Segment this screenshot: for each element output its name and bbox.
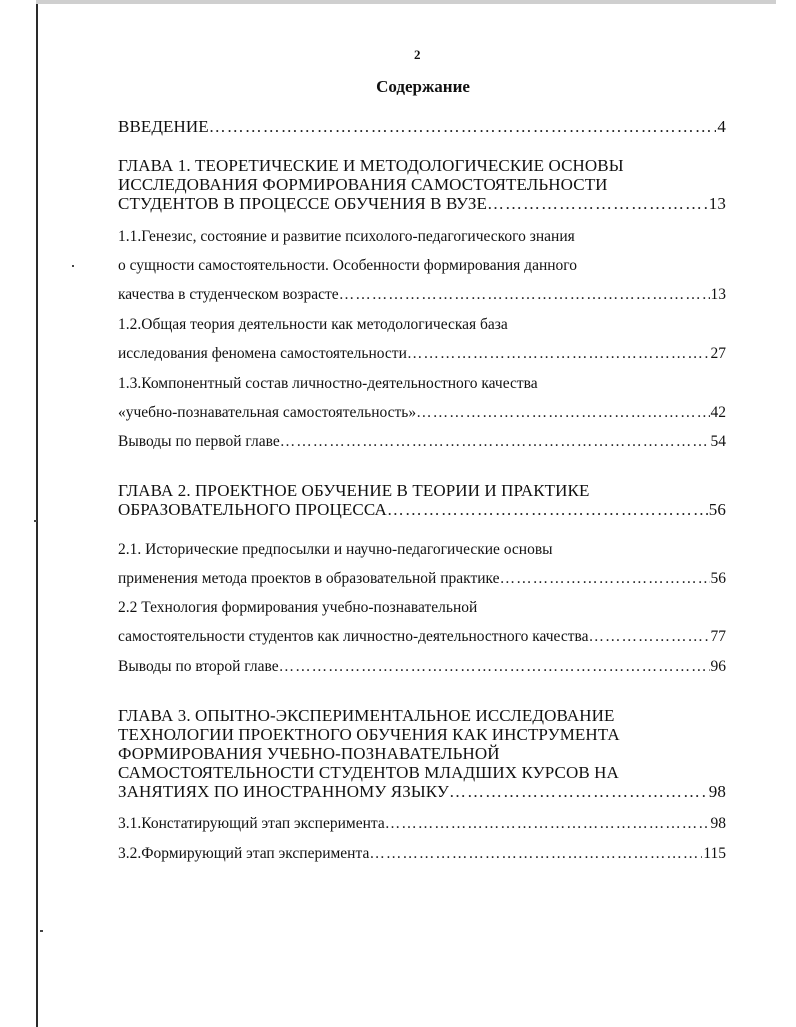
toc-entry-section-2-2[interactable] — [118, 593, 726, 651]
toc-entry-chapter-1[interactable] — [118, 156, 726, 213]
page-left-edge — [36, 0, 38, 1027]
toc-entry-title: качества в студенческом возрасте — [118, 286, 339, 303]
dot-leader — [487, 194, 708, 213]
toc-page-number: 42 — [710, 404, 726, 421]
dot-leader — [407, 339, 710, 368]
toc-entry-chapter-1-conclusions[interactable] — [118, 427, 726, 456]
toc-entry-line: 2.2 Технология формирования учебно-познавательной — [118, 599, 478, 616]
toc-entry-line: 1.3.Компонентный состав личностно-деятельностного качества — [118, 375, 538, 392]
toc-entry-section-1-3[interactable] — [118, 369, 726, 427]
toc-entry-section-1-1[interactable] — [118, 222, 726, 309]
toc-entry-title: ЗАНЯТИЯХ ПО ИНОСТРАННОМУ ЯЗЫКУ — [118, 782, 450, 801]
toc-entry-chapter-2[interactable] — [118, 481, 726, 519]
dot-leader — [369, 839, 702, 868]
toc-page-number: 13 — [708, 194, 726, 213]
toc-entry-line: САМОСТОЯТЕЛЬНОСТИ СТУДЕНТОВ МЛАДШИХ КУРСОВ НА — [118, 763, 619, 782]
toc-page-number: 115 — [703, 845, 726, 862]
scan-speck — [72, 265, 74, 267]
toc-entry-title: 3.1.Констатирующий этап эксперимента — [118, 815, 385, 832]
toc-entry-introduction[interactable] — [118, 117, 726, 136]
toc-page-number: 56 — [708, 500, 726, 519]
scan-speck — [34, 520, 37, 522]
toc-entry-line: ГЛАВА 3. ОПЫТНО-ЭКСПЕРИМЕНТАЛЬНОЕ ИССЛЕДОВАНИЕ — [118, 706, 615, 725]
dot-leader — [279, 652, 710, 681]
toc-entry-title: Выводы по первой главе — [118, 433, 280, 450]
dot-leader — [339, 280, 710, 309]
toc-entry-title: ОБРАЗОВАТЕЛЬНОГО ПРОЦЕССА — [118, 500, 387, 519]
toc-entry-line: 1.1.Генезис, состояние и развитие психолого-педагогического знания — [118, 228, 575, 245]
dot-leader — [449, 782, 708, 801]
toc-page-number: 27 — [710, 345, 726, 362]
toc-entry-line: ИССЛЕДОВАНИЯ ФОРМИРОВАНИЯ САМОСТОЯТЕЛЬНОСТИ — [118, 175, 608, 194]
toc-page-number: 54 — [710, 433, 726, 450]
toc-page-number: 96 — [710, 658, 726, 675]
toc-entry-chapter-2-conclusions[interactable] — [118, 652, 726, 681]
toc-entry-line: ФОРМИРОВАНИЯ УЧЕБНО-ПОЗНАВАТЕЛЬНОЙ — [118, 744, 500, 763]
toc-entry-line: 2.1. Исторические предпосылки и научно-педагогические основы — [118, 541, 553, 558]
dot-leader — [588, 622, 709, 651]
toc-entry-chapter-3[interactable] — [118, 706, 726, 801]
toc-entry-title: «учебно-познавательная самостоятельность» — [118, 404, 417, 421]
toc-page-number: 13 — [710, 286, 726, 303]
dot-leader — [385, 809, 710, 838]
toc-page-number: 77 — [710, 628, 726, 645]
page-title: Содержание — [376, 77, 470, 96]
dot-leader — [280, 427, 710, 456]
dot-leader — [500, 564, 710, 593]
toc-entry-title: 3.2.Формирующий этап эксперимента — [118, 845, 370, 862]
toc-page-number: 56 — [710, 570, 726, 587]
toc-entry-title: ВВЕДЕНИЕ — [118, 117, 209, 136]
toc-entry-line: о сущности самостоятельности. Особенности формирования данного — [118, 257, 578, 274]
toc-page-number: 98 — [710, 815, 726, 832]
toc-entry-title: СТУДЕНТОВ В ПРОЦЕССЕ ОБУЧЕНИЯ В ВУЗЕ — [118, 194, 488, 213]
toc-entry-line: ГЛАВА 1. ТЕОРЕТИЧЕСКИЕ И МЕТОДОЛОГИЧЕСКИЕ ОСНОВЫ — [118, 156, 624, 175]
toc-entry-title: Выводы по второй главе — [118, 658, 279, 675]
toc-page-number: 4 — [717, 117, 726, 136]
scan-speck — [40, 930, 43, 932]
toc-entry-line: ТЕХНОЛОГИИ ПРОЕКТНОГО ОБУЧЕНИЯ КАК ИНСТРУМЕНТА — [118, 725, 620, 744]
dot-leader — [387, 500, 708, 519]
toc-entry-title: применения метода проектов в образовательной практике — [118, 570, 500, 587]
toc-entry-line: 1.2.Общая теория деятельности как методологическая база — [118, 316, 508, 333]
toc-entry-title: исследования феномена самостоятельности — [118, 345, 407, 362]
dot-leader — [209, 117, 717, 136]
toc-entry-section-2-1[interactable] — [118, 535, 726, 593]
toc-entry-line: ГЛАВА 2. ПРОЕКТНОЕ ОБУЧЕНИЕ В ТЕОРИИ И ПРАКТИКЕ — [118, 481, 590, 500]
page-number: 2 — [414, 47, 421, 62]
toc-entry-section-3-1[interactable] — [118, 809, 726, 838]
toc-entry-section-3-2[interactable] — [118, 839, 726, 868]
dot-leader — [416, 398, 709, 427]
toc-entry-title: самостоятельности студентов как личностно-деятельностного качества — [118, 628, 589, 645]
toc-entry-section-1-2[interactable] — [118, 310, 726, 368]
page-top-edge — [36, 0, 776, 4]
toc-page-number: 98 — [708, 782, 726, 801]
